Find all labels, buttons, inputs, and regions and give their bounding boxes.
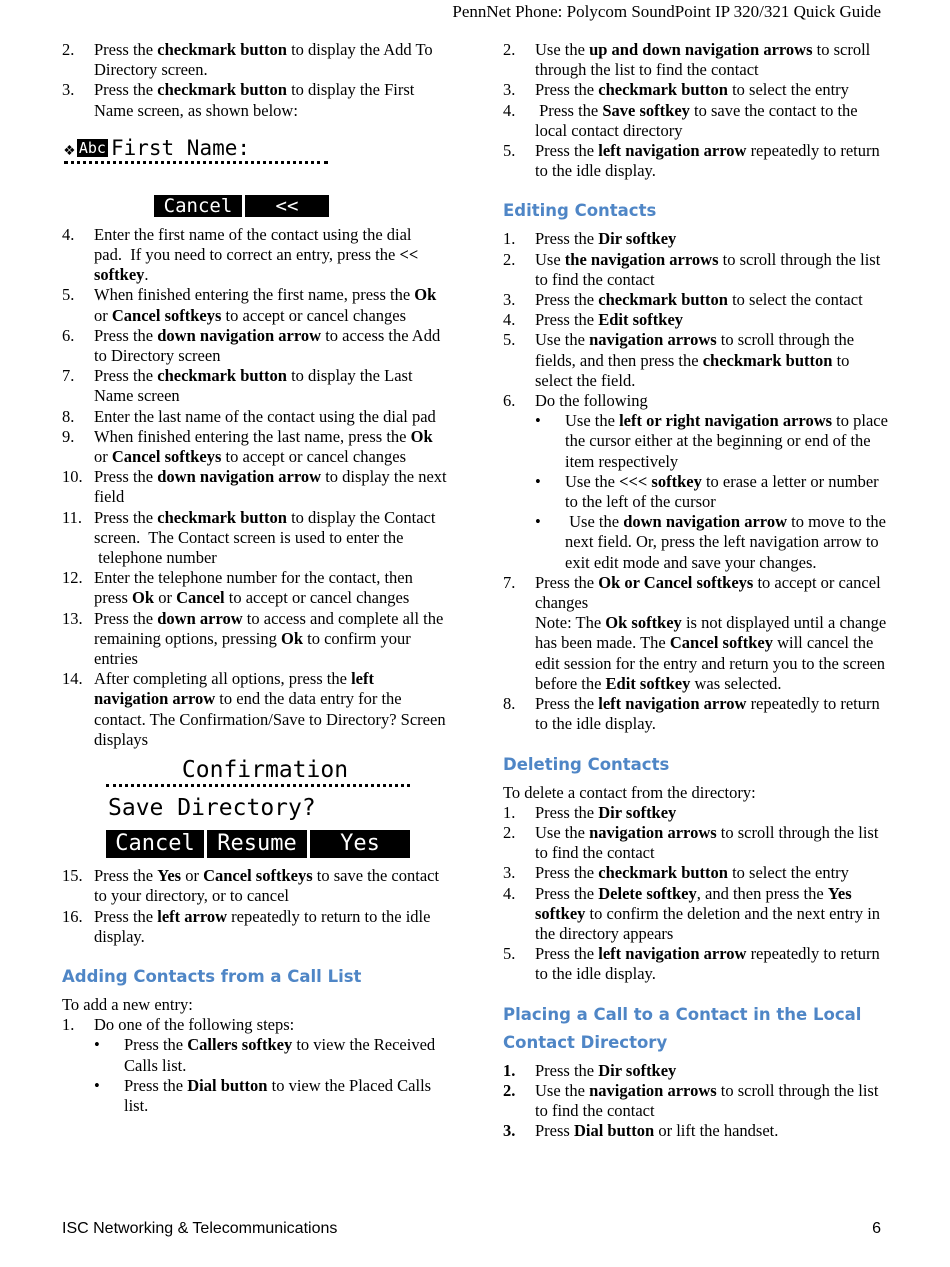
list-item-text: Use the navigation arrows to scroll through the list to find the contact [535, 249, 881, 289]
list-item-text: Press the down navigation arrow to display the next field [94, 467, 447, 507]
list-item [62, 1015, 447, 1035]
first-name-screen [64, 133, 332, 219]
list-item-text: Use the up and down navigation arrows to scroll through the list to find the contact [535, 40, 871, 80]
list-item [503, 884, 888, 945]
bullet-icon: • [535, 411, 541, 431]
list-item-text: When finished entering the last name, press the Ok or Cancel softkeys to accept or cancel changes [94, 426, 433, 467]
list-item [62, 669, 447, 750]
list-item [62, 568, 447, 608]
list-item [503, 944, 888, 984]
list-item-number: 1. [503, 1060, 516, 1080]
list-item-number: 4. [503, 100, 516, 120]
list-item-text: Press the Dir softkey [535, 1060, 677, 1080]
bullet-text: Use the left or right navigation arrows to place the cursor either at the beginning or end of the item respectively [565, 411, 888, 471]
list-item-number: 4. [62, 224, 75, 244]
bullet-item [503, 411, 888, 472]
list-item [503, 694, 888, 734]
list-item-number: 10. [62, 467, 83, 487]
list-item-number: 4. [503, 310, 516, 330]
list-item-text: Press the checkmark button to select the entry [535, 863, 849, 883]
list-item [62, 427, 447, 467]
list-item-text: Press the checkmark button to display the Last Name screen [94, 366, 413, 406]
list-item-number: 6. [62, 325, 75, 345]
list-item-number: 2. [62, 40, 75, 59]
section-heading: Deleting Contacts [503, 754, 670, 774]
page-number: 6 [872, 1220, 881, 1237]
list-item-number: 3. [503, 290, 516, 310]
list-item-number: 7. [503, 572, 516, 592]
list-item [503, 823, 888, 863]
bullet-text: Use the down navigation arrow to move to the next field. Or, press the left navigation arrow to exit edit mode and save your changes. [565, 512, 886, 572]
list-item [503, 310, 888, 330]
list-item-text: Use the navigation arrows to scroll through the list to find the contact [535, 1080, 879, 1120]
list-item-text: Do one of the following steps: [94, 1015, 295, 1035]
list-item-number: 3. [62, 80, 75, 100]
confirmation-softkeys [106, 830, 413, 858]
list-item-number: 5. [503, 330, 516, 350]
list-item-text: Press the checkmark button to display the First Name screen, as shown below: [94, 80, 415, 120]
intro-text: To add a new entry: [62, 994, 193, 1014]
list-item [503, 80, 888, 100]
left-column [62, 40, 447, 1116]
list-item-number: 5. [503, 944, 516, 964]
bullet-text: Press the Dial button to view the Placed Calls list. [124, 1075, 432, 1115]
list-item-number: 3. [503, 80, 516, 100]
list-item [62, 80, 447, 120]
list-item [62, 907, 447, 947]
list-item-text: When finished entering the first name, press the Ok or Cancel softkeys to accept or cancel changes [94, 285, 437, 325]
list-item-text: Press the Edit softkey [535, 310, 684, 330]
list-item-text: Press the Dir softkey [535, 802, 677, 822]
list-item-number: 8. [503, 694, 516, 714]
list-item-text: Press the Yes or Cancel softkeys to save the contact to your directory, or to cancel [94, 866, 440, 906]
list-item [503, 803, 888, 823]
first-name-title-row [64, 137, 328, 164]
list-item-text: Press the down navigation arrow to access the Add to Directory screen [94, 325, 441, 366]
list-item-text: Press the Delete softkey, and then press the Yes softkey to confirm the deletion and the next entry in the directory appears [535, 883, 881, 943]
list-item-number: 14. [62, 669, 83, 689]
page-header: PennNet Phone: Polycom SoundPoint IP 320/321 Quick Guide [452, 2, 881, 21]
list-item-text: Press the left navigation arrow repeatedly to return to the idle display. [535, 141, 880, 181]
save-directory-prompt: Save Directory? [108, 795, 316, 822]
list-item-text: Enter the telephone number for the contact, then press Ok or Cancel to accept or cancel changes [94, 568, 413, 608]
list-item-number: 3. [503, 1121, 516, 1141]
bullet-item [62, 1035, 447, 1075]
list-item [62, 467, 447, 507]
list-item [62, 225, 447, 286]
list-item [503, 1121, 888, 1141]
list-item [62, 326, 447, 366]
list-item-number: 9. [62, 426, 75, 446]
list-item-number: 16. [62, 906, 83, 926]
list-item [503, 141, 888, 181]
list-item [503, 250, 888, 290]
list-item-number: 1. [62, 1015, 75, 1035]
bullet-icon: • [535, 512, 541, 532]
list-item-text: Press the checkmark button to display the Contact screen. The Contact screen is used to enter the telephone number [94, 507, 436, 568]
list-item-text: Press the checkmark button to select the contact [535, 290, 863, 310]
list-item-text: Enter the last name of the contact using the dial pad [94, 406, 436, 426]
list-item [503, 573, 888, 613]
bullet-text: Use the <<< softkey to erase a letter or number to the left of the cursor [565, 471, 879, 512]
list-item-number: 5. [62, 285, 75, 305]
list-item [503, 330, 888, 391]
list-item-text: Press Dial button or lift the handset. [535, 1121, 779, 1141]
list-item-text: Do the following [535, 391, 648, 411]
list-item-text: Press the left navigation arrow repeatedly to return to the idle display. [535, 694, 880, 734]
list-item-number: 1. [503, 229, 516, 249]
first-name-softkeys [154, 195, 332, 217]
list-item-number: 6. [503, 391, 516, 411]
bullet-icon: • [94, 1035, 100, 1055]
list-item-number: 3. [503, 863, 516, 883]
list-item [503, 1081, 888, 1121]
bullet-item [62, 1076, 447, 1116]
backspace-softkey: << [245, 195, 329, 217]
list-item-text: Press the Save softkey to save the contact to the local contact directory [535, 100, 858, 140]
list-item [62, 508, 447, 569]
list-item-text: Press the Dir softkey [535, 229, 677, 249]
section-heading: Editing Contacts [503, 201, 657, 221]
list-item-number: 2. [503, 822, 516, 842]
list-item [62, 866, 447, 906]
first-name-title: First Name: [110, 135, 251, 160]
list-item [503, 863, 888, 883]
list-item-text: Press the Ok or Cancel softkeys to accept or cancel changes [535, 572, 881, 613]
confirmation-title: Confirmation [106, 756, 410, 787]
list-item-text: Press the left navigation arrow repeatedly to return to the idle display. [535, 944, 880, 984]
resume-softkey: Resume [207, 830, 307, 858]
list-item [503, 101, 888, 141]
list-item-number: 2. [503, 1080, 516, 1100]
input-mode-icon: ❖ [64, 138, 75, 160]
list-item-text: Press the checkmark button to select the entry [535, 80, 849, 100]
list-item-number: 2. [503, 40, 516, 59]
list-item [62, 609, 447, 670]
list-item-number: 8. [62, 406, 75, 426]
yes-softkey: Yes [310, 830, 410, 858]
cancel-softkey: Cancel [154, 195, 242, 217]
bullet-text: Press the Callers softkey to view the Received Calls list. [124, 1035, 436, 1075]
input-mode-abc: Abc [78, 138, 106, 157]
list-item-number: 1. [503, 802, 516, 822]
list-item [62, 285, 447, 325]
list-item-number: 5. [503, 141, 516, 161]
cancel-softkey: Cancel [106, 830, 204, 858]
list-item-number: 7. [62, 366, 75, 386]
list-item [62, 366, 447, 406]
list-item-text: Press the down arrow to access and complete all the remaining options, pressing Ok to confirm your entries [94, 608, 444, 669]
confirmation-screen [106, 756, 416, 862]
footer-org: ISC Networking & Telecommunications [62, 1220, 338, 1237]
list-item-number: 2. [503, 249, 516, 269]
list-item-text: Press the checkmark button to display the Add To Directory screen. [94, 40, 433, 80]
list-item-number: 4. [503, 883, 516, 903]
list-item-number: 12. [62, 568, 83, 588]
bullet-icon: • [535, 471, 541, 491]
list-item-text: After completing all options, press the left navigation arrow to end the data entry for the contact. The Confirmation/Save to Directory? Screen displays [94, 669, 446, 749]
list-item [503, 391, 888, 411]
bullet-icon: • [94, 1075, 100, 1095]
list-item-number: 11. [62, 507, 83, 527]
list-item-text: Use the navigation arrows to scroll through the fields, and then press the checkmark button to select the field. [535, 330, 855, 390]
right-column [503, 40, 888, 1141]
list-item [503, 229, 888, 249]
list-item-text: Enter the first name of the contact using the dial pad. If you need to correct an entry, press the << softkey. [94, 224, 419, 285]
section-heading: Placing a Call to a Contact in the Local Contact Directory [503, 1004, 862, 1052]
list-item [503, 1061, 888, 1081]
list-item-number: 13. [62, 608, 83, 628]
list-item [503, 290, 888, 310]
note-text: Note: The Ok softkey is not displayed until a change has been made. The Cancel softkey will cancel the edit session for the entry and return you to the screen before the Edit softkey was selected. [535, 613, 887, 693]
list-item-number: 15. [62, 866, 83, 886]
section-heading: Adding Contacts from a Call List [62, 966, 362, 986]
bullet-item [503, 472, 888, 512]
intro-text: To delete a contact from the directory: [503, 782, 756, 802]
list-item [503, 40, 888, 80]
list-item-text: Use the navigation arrows to scroll through the list to find the contact [535, 822, 879, 863]
list-item [62, 407, 447, 427]
list-item-text: Press the left arrow repeatedly to return to the idle display. [94, 906, 431, 946]
list-item [62, 40, 447, 80]
bullet-item [503, 512, 888, 573]
